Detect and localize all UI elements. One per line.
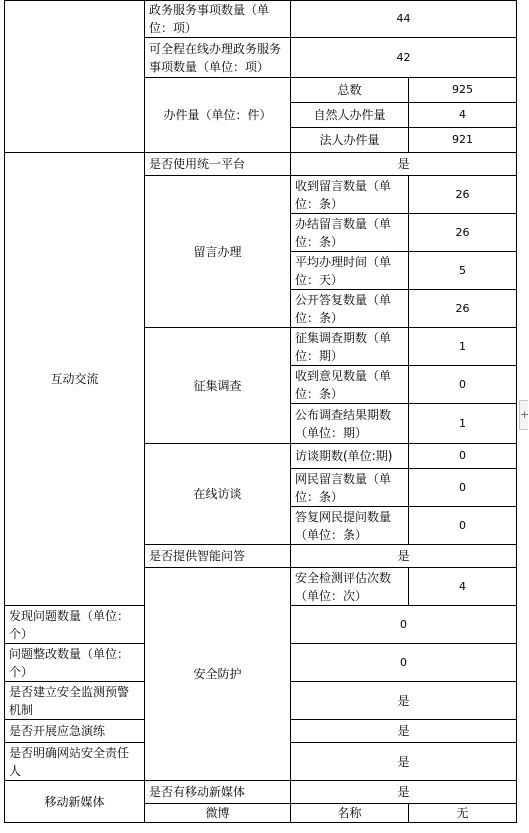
survey-results-value: 1 [409, 404, 517, 444]
issues-fixed-value: 0 [291, 644, 517, 682]
assessments-label: 安全检测评估次数（单位：次） [291, 568, 409, 606]
messages-received-label: 收到留言数量（单位：条） [291, 176, 409, 214]
messages-group-label: 留言办理 [145, 176, 291, 328]
interview-answers-value: 0 [409, 507, 517, 545]
survey-opinions-value: 0 [409, 366, 517, 404]
expand-side-tab[interactable] [519, 400, 528, 430]
survey-group-label: 征集调查 [145, 328, 291, 444]
report-table-wrapper [4, 0, 517, 823]
interview-periods-label: 访谈期数(单位:期) [291, 444, 409, 469]
weibo-name-label: 名称 [291, 804, 409, 823]
interview-answers-label: 答复网民提问数量（单位：条） [291, 507, 409, 545]
monitoring-value: 是 [291, 682, 517, 720]
survey-periods-value: 1 [409, 328, 517, 366]
has-mobile-value: 是 [291, 781, 517, 804]
survey-periods-label: 征集调查期数（单位：期） [291, 328, 409, 366]
interview-periods-value: 0 [409, 444, 517, 469]
interview-netizen-msgs-value: 0 [409, 469, 517, 507]
drills-label: 是否开展应急演练 [5, 720, 145, 743]
handled-total-value: 925 [409, 78, 517, 103]
monitoring-label: 是否建立安全监测预警机制 [5, 682, 145, 720]
plus-icon: + [520, 408, 529, 421]
interview-group-label: 在线访谈 [145, 444, 291, 545]
interview-netizen-msgs-label: 网民留言数量（单位：条） [291, 469, 409, 507]
assessments-value: 4 [409, 568, 517, 606]
messages-public-replies-value: 26 [409, 290, 517, 328]
mobile-section-label: 移动新媒体 [5, 781, 145, 823]
unified-platform-value: 是 [291, 153, 517, 176]
messages-concluded-value: 26 [409, 214, 517, 252]
report-table [4, 0, 517, 823]
handled-natural-value: 4 [409, 103, 517, 128]
handled-natural-label: 自然人办件量 [291, 103, 409, 128]
has-mobile-label: 是否有移动新媒体 [145, 781, 291, 804]
weibo-name-value: 无 [409, 804, 517, 823]
gov-service-items-label: 政务服务事项数量（单位：项） [145, 1, 291, 38]
unified-platform-label: 是否使用统一平台 [145, 153, 291, 176]
issues-fixed-label: 问题整改数量（单位：个） [5, 644, 145, 682]
handled-legal-label: 法人办件量 [291, 128, 409, 153]
messages-avg-time-value: 5 [409, 252, 517, 290]
issues-found-label: 发现问题数量（单位：个） [5, 606, 145, 644]
messages-concluded-label: 办结留言数量（单位：条） [291, 214, 409, 252]
handled-label: 办件量（单位：件） [145, 78, 291, 153]
handled-total-label: 总数 [291, 78, 409, 103]
issues-found-value: 0 [291, 606, 517, 644]
interaction-section-label: 互动交流 [5, 153, 145, 606]
gov-service-items-value: 44 [291, 1, 517, 38]
online-service-items-label: 可全程在线办理政务服务事项数量（单位：项） [145, 38, 291, 78]
smart-qa-label: 是否提供智能问答 [145, 545, 291, 568]
survey-opinions-label: 收到意见数量（单位：条） [291, 366, 409, 404]
weibo-label: 微博 [145, 804, 291, 823]
messages-public-replies-label: 公开答复数量（单位：条） [291, 290, 409, 328]
handled-legal-value: 921 [409, 128, 517, 153]
responsible-value: 是 [291, 743, 517, 781]
survey-results-label: 公布调查结果期数（单位：期） [291, 404, 409, 444]
security-section-label: 安全防护 [145, 568, 291, 781]
category-cell-blank [5, 1, 145, 153]
drills-value: 是 [291, 720, 517, 743]
messages-avg-time-label: 平均办理时间（单位：天） [291, 252, 409, 290]
smart-qa-value: 是 [291, 545, 517, 568]
messages-received-value: 26 [409, 176, 517, 214]
responsible-label: 是否明确网站安全责任人 [5, 743, 145, 781]
online-service-items-value: 42 [291, 38, 517, 78]
